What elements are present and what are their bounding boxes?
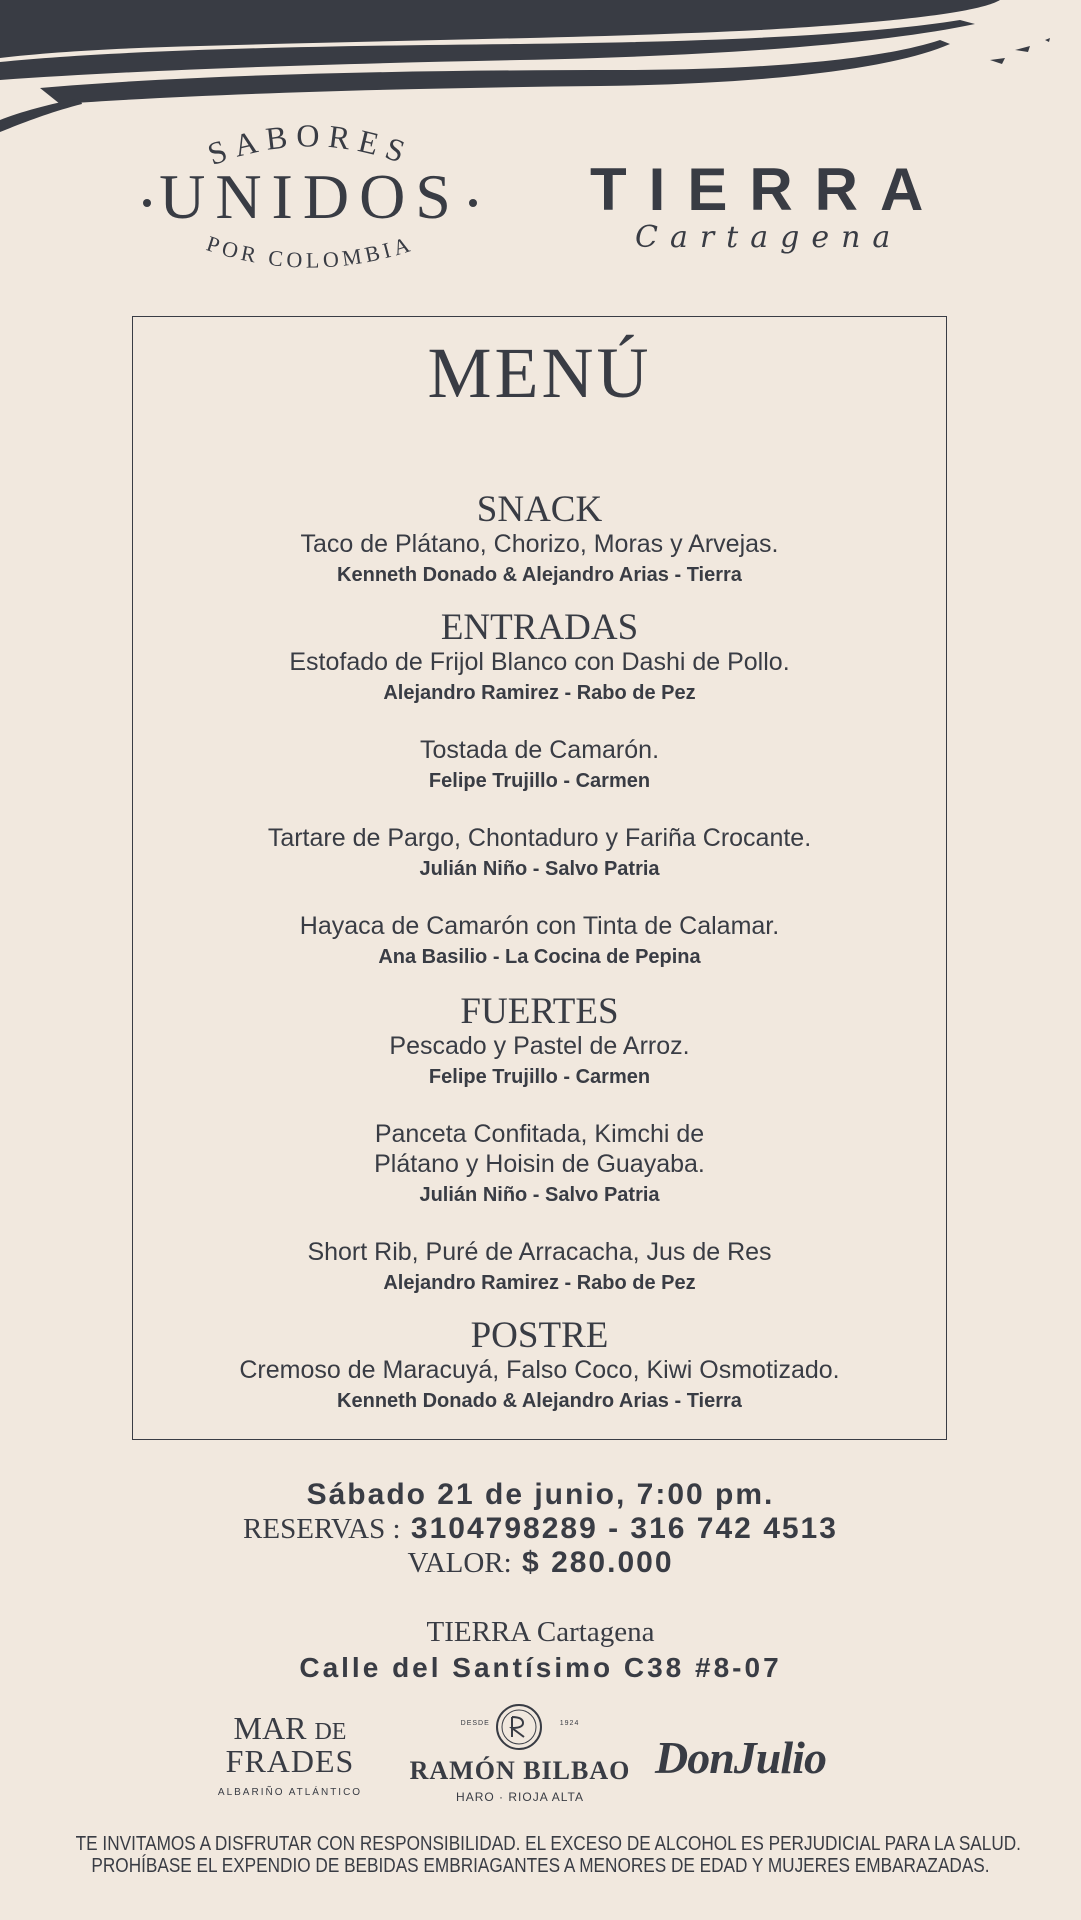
dish-name: Cremoso de Maracuyá, Falso Coco, Kiwi Osmotizado.: [239, 1356, 840, 1384]
chef-name: Alejandro Ramirez - Rabo de Pez: [383, 682, 696, 704]
dot-right: [469, 199, 477, 207]
svg-text:POR COLOMBIA: [204, 231, 417, 273]
disclaimer-line2: PROHÍBASE EL EXPENDIO DE BEBIDAS EMBRIAGANTES A MENORES DE EDAD Y MUJERES EMBARAZADAS.: [91, 1855, 990, 1877]
legal-disclaimer: [0, 1833, 1081, 1877]
tierra-cartagena-logo: [590, 150, 950, 260]
reservas-line: [0, 1512, 1081, 1546]
dish-name: Tartare de Pargo, Chontaduro y Fariña Crocante.: [267, 824, 812, 852]
ramon-bilbao-logo: [400, 1700, 640, 1810]
sabores-top-text: SABORES: [202, 120, 418, 173]
ramon-name: RAMÓN BILBAO: [409, 1756, 631, 1785]
colombia-arc: [125, 220, 495, 290]
sabores-bottom-text: POR COLOMBIA: [203, 230, 417, 273]
dish-name: Taco de Plátano, Chorizo, Moras y Arvejas.: [300, 530, 779, 558]
section-title-snack: SNACK: [476, 489, 603, 530]
dish-name-line1: Panceta Confitada, Kimchi de: [374, 1120, 705, 1148]
de-word: DE: [314, 1719, 347, 1745]
chef-name: Julián Niño - Salvo Patria: [419, 1184, 660, 1206]
dish-name-line2: Plátano y Hoisin de Guayaba.: [374, 1150, 705, 1178]
section-title-entradas: ENTRADAS: [440, 607, 639, 648]
brush-stroke-decoration: [0, 0, 1081, 140]
chef-name: Ana Basilio - La Cocina de Pepina: [378, 946, 701, 968]
mar-word: MAR: [233, 1710, 307, 1746]
chef-name: Kenneth Donado & Alejandro Arias - Tierra: [337, 1390, 742, 1412]
dot-left: [143, 199, 151, 207]
chef-name: Kenneth Donado & Alejandro Arias - Tierra: [337, 564, 742, 586]
mar-de-frades-logo: [210, 1712, 370, 1812]
unidos-word: UNIDOS: [159, 161, 461, 232]
section-title-fuertes: FUERTES: [460, 991, 619, 1032]
reservas-label: RESERVAS :: [243, 1513, 401, 1545]
dish-name: Short Rib, Puré de Arracacha, Jus de Res: [307, 1238, 772, 1266]
ramon-region: HARO · RIOJA ALTA: [456, 1790, 584, 1804]
valor-line: [0, 1546, 1081, 1580]
tierra-word: TIERRA: [590, 156, 946, 223]
chef-name: Alejandro Ramirez - Rabo de Pez: [383, 1272, 696, 1294]
chef-name: Julián Niño - Salvo Patria: [419, 858, 660, 880]
tierra-city: Cartagena: [635, 220, 903, 255]
dish-name: Hayaca de Camarón con Tinta de Calamar.: [299, 912, 780, 940]
dish-name: Estofado de Frijol Blanco con Dashi de Pollo.: [289, 648, 790, 676]
venue-name: TIERRA Cartagena: [426, 1616, 655, 1648]
frades-word: FRADES: [225, 1743, 355, 1779]
dish-name: Pescado y Pastel de Arroz.: [389, 1032, 690, 1060]
chef-name: Felipe Trujillo - Carmen: [428, 770, 651, 792]
disclaimer-line1: TE INVITAMOS A DISFRUTAR CON RESPONSIBILIDAD. EL EXCESO DE ALCOHOL ES PERJUDICIAL PARA LA SALUD.: [75, 1833, 1021, 1855]
menu-title: MENÚ: [427, 333, 652, 413]
don-julio-logo: DonJulio: [655, 1732, 826, 1783]
event-date: Sábado 21 de junio, 7:00 pm.: [306, 1478, 775, 1511]
section-title-postre: POSTRE: [470, 1315, 609, 1356]
valor-label: VALOR:: [407, 1547, 512, 1579]
chef-name: Felipe Trujillo - Carmen: [428, 1066, 651, 1088]
reservas-phone[interactable]: 3104798289 - 316 742 4513: [410, 1512, 838, 1545]
valor-price: $ 280.000: [522, 1546, 674, 1579]
sabores-unidos-logo: [125, 120, 495, 280]
menu-box: [132, 316, 947, 1440]
ramon-crest-icon: [495, 1703, 543, 1751]
venue-address: Calle del Santísimo C38 #8-07: [299, 1652, 782, 1683]
mar-subtitle: ALBARIÑO ATLÁNTICO: [217, 1787, 363, 1799]
since-label: DESDE: [460, 1720, 490, 1727]
since-year: 1924: [559, 1720, 580, 1727]
dish-name: Tostada de Camarón.: [419, 736, 660, 764]
